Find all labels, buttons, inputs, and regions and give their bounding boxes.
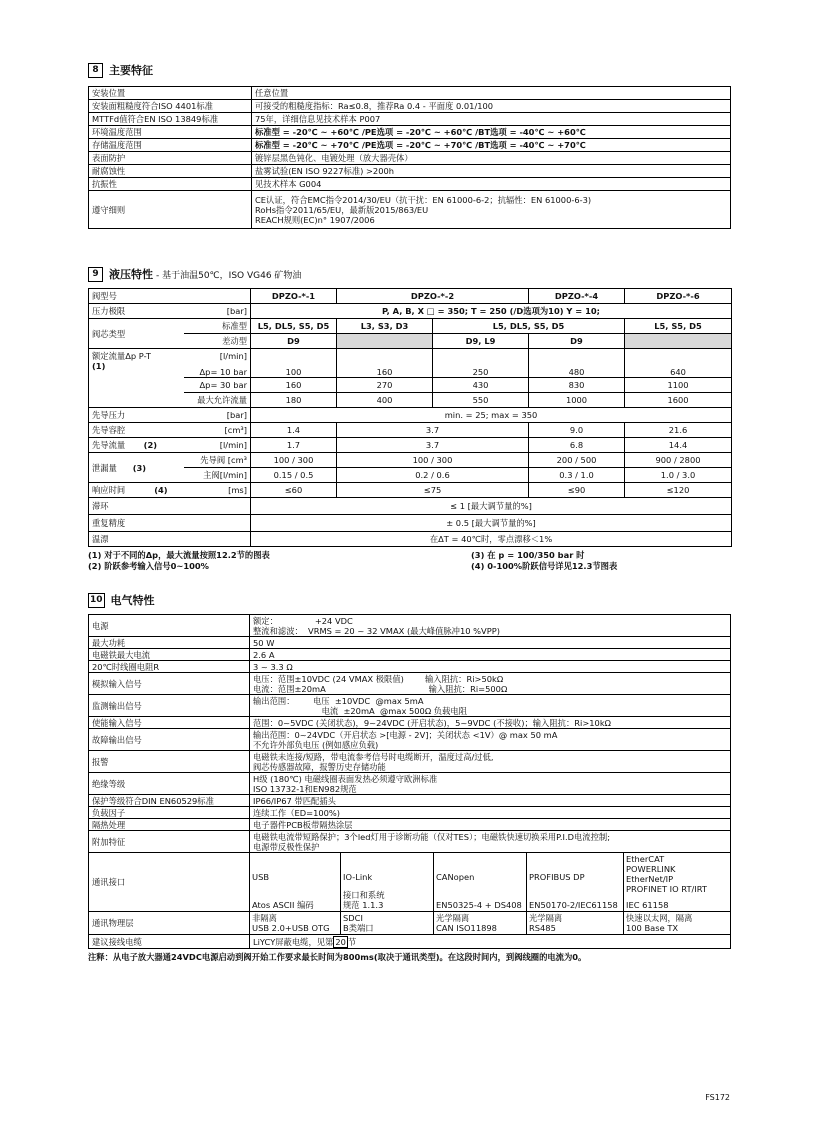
section-heading: 液压特性: [109, 268, 153, 281]
cell: 1.4: [251, 423, 337, 438]
table-row: [89, 751, 731, 773]
cell: 1100: [625, 378, 732, 393]
cell: 200 / 500: [529, 453, 625, 468]
cell: L5, S5, D5: [625, 319, 732, 334]
row-label: [89, 483, 184, 498]
cell: ≤120: [625, 483, 732, 498]
section-heading: 主要特征: [109, 64, 153, 77]
flow-row-label: Δp= 10 bar: [199, 367, 247, 377]
cell: 900 / 2800: [625, 453, 732, 468]
table-row: [89, 87, 731, 100]
row-label: 阀芯类型: [89, 319, 184, 349]
value-line: 电磁铁未连接/短路，带电流参考信号时电缆断开，温度过高/过低,: [253, 751, 494, 762]
cell: 100: [251, 349, 337, 378]
row-sublabel: [184, 468, 251, 483]
comm-spec: Atos ASCII 编码: [252, 900, 314, 910]
cell: 100 / 300: [337, 453, 529, 468]
row-sublabel: 最大允许流量: [184, 393, 251, 408]
value-line: 不允许外部负电压 (例如感应负载): [253, 739, 379, 750]
table-row: [89, 113, 731, 126]
comm-cell: [434, 853, 527, 912]
row-unit: [cm³]: [184, 423, 251, 438]
row-label: 先导压力: [89, 408, 184, 423]
table-row: [89, 498, 732, 515]
document-page: [88, 62, 731, 963]
row-value: [250, 831, 731, 853]
value-line: 电流：范围±20mA 输入阻抗：Ri=500Ω: [253, 683, 508, 694]
table-row: [89, 139, 731, 152]
label-text: 响应时间: [92, 485, 126, 495]
row-label: 建议接线电缆: [89, 935, 250, 949]
label-text: 先导流量: [92, 440, 126, 450]
col-header: DPZO-*-1: [251, 289, 337, 304]
comm-name: EtherCAT POWERLINK EtherNet/IP PROFINET IO RT/IRT: [626, 854, 707, 894]
hydraulic-table: [88, 288, 732, 547]
cell: D9: [529, 334, 625, 349]
table-row: [89, 152, 731, 165]
electrical-footnote: 注释：从电子放大器通24VDC电源启动到阀开始工作要求最长时间为800ms(取决于通讯类型)。在这段时间内，到阀线圈的电流为0。: [88, 952, 587, 962]
row-value: 盐雾试验(EN ISO 9227标准) >200h: [252, 165, 731, 178]
row-label: 模拟输入信号: [89, 673, 250, 695]
cell: ≤60: [251, 483, 337, 498]
row-label: 监测输出信号: [89, 695, 250, 717]
row-value: min. = 25; max = 350: [251, 408, 732, 423]
phys-cell: 非隔离 USB 2.0+USB OTG: [250, 912, 341, 935]
row-value: 标准型 = -20℃ ~ +60℃ /PE选项 = -20℃ ~ +60℃ /BT选项 = -40℃ ~ +60℃: [252, 126, 731, 139]
table-row: [89, 349, 732, 378]
cell: 180: [251, 393, 337, 408]
row-value: [250, 695, 731, 717]
comm-cell: [527, 853, 624, 912]
row-label: 重复精度: [89, 515, 251, 532]
comm-cell: [624, 853, 731, 912]
row-label: 表面防护: [89, 152, 252, 165]
section-number: 8: [88, 63, 103, 78]
cell: 640: [625, 349, 732, 378]
cell: 430: [433, 378, 529, 393]
cable-text: LiYCY屏蔽电缆，见第: [253, 936, 334, 947]
phys-cell: 光学隔离 CAN ISO11898: [434, 912, 527, 935]
row-unit: [ms]: [184, 483, 251, 498]
table-row: [89, 729, 731, 751]
cell: 270: [337, 378, 433, 393]
row-sublabel: [184, 349, 251, 378]
flow-label: 额定流量Δp P-T: [92, 351, 151, 361]
table-row: [89, 100, 731, 113]
section-number: 10: [88, 593, 105, 608]
row-value: 镀锌层黑色钝化、电镀处理（放大器壳体）: [252, 152, 731, 165]
cell: 160: [251, 378, 337, 393]
col-header: DPZO-*-2: [337, 289, 529, 304]
row-value: [250, 615, 731, 637]
table-row: [89, 912, 731, 935]
row-value: [250, 717, 731, 729]
comm-name: USB: [252, 872, 270, 882]
row-label: [89, 438, 184, 453]
table-row: [89, 126, 731, 139]
table-row: [89, 673, 731, 695]
row-sublabel: [184, 453, 251, 468]
row-value: 可接受的粗糙度指标：Ra≤0.8，推荐Ra 0.4 - 平面度 0.01/100: [252, 100, 731, 113]
row-value: [250, 649, 731, 661]
row-value: 75年，详细信息见技术样本 P007: [252, 113, 731, 126]
row-sublabel: 差动型: [184, 334, 251, 349]
row-label: 通讯物理层: [89, 912, 250, 935]
col-header: DPZO-*-6: [625, 289, 732, 304]
row-label: 通讯接口: [89, 853, 250, 912]
row-value: [250, 773, 731, 795]
row-sublabel: Δp= 30 bar: [184, 378, 251, 393]
value-line: 电压：范围±10VDC (24 VMAX 极限值) 输入阻抗：Ri>50kΩ: [253, 673, 504, 684]
cell: ≤90: [529, 483, 625, 498]
value-line: 电流 ±20mA @max 500Ω 负载电阻: [253, 705, 467, 716]
value-line: 电源带反极性保护: [253, 841, 320, 852]
label-text: 泄漏量: [92, 462, 117, 473]
cell-empty: [337, 334, 433, 349]
cell: L5, DL5, S5, D5: [433, 319, 625, 334]
table-row: [89, 178, 731, 191]
row-unit: [bar]: [184, 408, 251, 423]
cell: 6.8: [529, 438, 625, 453]
value-line: 阀芯传感器故障，报警历史存储功能: [253, 761, 386, 772]
cell: L3, S3, D3: [337, 319, 433, 334]
cell: 3.7: [337, 423, 529, 438]
row-value: [250, 729, 731, 751]
value-line: 电子器件PCB板带隔热涂层: [253, 819, 353, 830]
valve-model-label: 阀型号: [89, 289, 251, 304]
cell: 1000: [529, 393, 625, 408]
row-value: [250, 751, 731, 773]
table-row: [89, 717, 731, 729]
row-label: 电源: [89, 615, 250, 637]
row-label: 负载因子: [89, 807, 250, 819]
hydraulic-notes: [88, 550, 731, 572]
row-value: [250, 637, 731, 649]
table-row: [89, 165, 731, 178]
table-row: [89, 532, 732, 547]
row-unit: [l/min]: [184, 438, 251, 453]
row-value: [250, 935, 731, 949]
cell: 0.15 / 0.5: [251, 468, 337, 483]
cell: 0.2 / 0.6: [337, 468, 529, 483]
comm-spec: EN50325-4 + DS408: [436, 900, 522, 910]
value-line: ISO 13732-1和EN982规范: [253, 783, 357, 794]
row-value: P, A, B, X □ = 350; T = 250 (/D选项为10) Y = 10;: [251, 304, 732, 319]
row-label: 滞环: [89, 498, 251, 515]
value-line: 连续工作（ED=100%): [253, 807, 341, 818]
flow-unit: [l/min]: [219, 351, 247, 361]
table-row: [89, 773, 731, 795]
row-label: 使能输入信号: [89, 717, 250, 729]
row-label: [89, 349, 184, 393]
row-label: 保护等级符合DIN EN60529标准: [89, 795, 250, 807]
cell: 9.0: [529, 423, 625, 438]
row-label: [89, 393, 184, 408]
cell: D9: [251, 334, 337, 349]
value-line: 电磁铁电流带短路保护；3个led灯用于诊断功能（仅对TES）；电磁铁快速切换采用P.I.D电流控制;: [253, 831, 610, 842]
cell: 160: [337, 349, 433, 378]
table-row: [89, 831, 731, 853]
comm-cell: [341, 853, 434, 912]
note: (2) 阶跃参考输入信号0~100%: [88, 561, 209, 571]
table-row: [89, 615, 731, 637]
cell: 400: [337, 393, 433, 408]
row-label: 安装面粗糙度符合ISO 4401标准: [89, 100, 252, 113]
table-row: [89, 334, 732, 349]
value-line: 3 ~ 3.3 Ω: [253, 661, 293, 672]
col-header: DPZO-*-4: [529, 289, 625, 304]
row-value: [250, 673, 731, 695]
row-value: ≤ 1 [最大调节量的%]: [251, 498, 732, 515]
cell: 1.0 / 3.0: [625, 468, 732, 483]
cell: 3.7: [337, 438, 529, 453]
row-label: 存储温度范围: [89, 139, 252, 152]
comm-name: IO-Link: [343, 872, 373, 882]
table-row: [89, 819, 731, 831]
electrical-table: [88, 614, 731, 949]
note-ref: (4): [154, 485, 168, 495]
cell: 21.6: [625, 423, 732, 438]
comm-cell: [250, 853, 341, 912]
row-label: 隔热处理: [89, 819, 250, 831]
notes-right: [471, 550, 731, 572]
value-line: 输出范围：0~24VDC（开启状态 >[电源 - 2V]；关闭状态 <1V）@ max 50 mA: [253, 729, 558, 740]
note-ref: (3): [132, 462, 147, 473]
row-label: 安装位置: [89, 87, 252, 100]
comm-name: CANopen: [436, 872, 475, 882]
table-row: [89, 515, 732, 532]
value-line: 整流和滤波： VRMS = 20 ~ 32 VMAX (最大峰值脉冲10 %VPP): [253, 625, 500, 636]
row-label: 温漂: [89, 532, 251, 547]
row-value: [252, 191, 731, 229]
comm-spec: EN50170-2/IEC61158: [529, 900, 618, 910]
value-line: H级 (180℃) 电磁线圈表面发热必须遵守欧洲标准: [253, 773, 438, 784]
label-text: 先导阀: [200, 455, 226, 465]
table-row: [89, 378, 732, 393]
row-value: [250, 807, 731, 819]
table-row: [89, 319, 732, 334]
section-ref: 20: [335, 936, 346, 947]
table-row: [89, 637, 731, 649]
row-label: 20℃时线圈电阻R: [89, 661, 250, 673]
row-value: [250, 661, 731, 673]
row-label: 绝缘等级: [89, 773, 250, 795]
note-ref: (2): [143, 440, 158, 450]
table-row: [89, 795, 731, 807]
row-label: MTTFd值符合EN ISO 13849标准: [89, 113, 252, 126]
cell: ≤75: [337, 483, 529, 498]
row-label: 电磁铁最大电流: [89, 649, 250, 661]
value-line: 输出范围： 电压 ±10VDC @max 5mA: [253, 695, 424, 706]
compliance-line: RoHs指令2011/65/EU，最新版2015/863/EU: [255, 204, 429, 215]
cell: L5, DL5, S5, D5: [251, 319, 337, 334]
row-label: 遵守细则: [89, 191, 252, 229]
table-row: [89, 935, 731, 949]
notes-left: [88, 550, 470, 572]
row-label: 抗振性: [89, 178, 252, 191]
phys-cell: 光学隔离 RS485: [527, 912, 624, 935]
row-value: [250, 819, 731, 831]
note: (3) 在 p = 100/350 bar 时: [471, 550, 585, 560]
table-row: [89, 304, 732, 319]
table-row: [89, 468, 732, 483]
value-line: 额定： +24 VDC: [253, 615, 353, 626]
value-line: 2.6 A: [253, 649, 275, 660]
row-label: 压力极限: [89, 304, 184, 319]
row-label: 先导容腔: [89, 423, 184, 438]
comm-spec: IEC 61158: [626, 900, 669, 910]
page-code: FS172: [705, 1093, 730, 1102]
row-label: [89, 453, 184, 483]
cell: 100 / 300: [251, 453, 337, 468]
row-value: 标准型 = -20℃ ~ +70℃ /PE选项 = -20℃ ~ +70℃ /BT选项 = -40℃ ~ +70℃: [252, 139, 731, 152]
row-label: 报警: [89, 751, 250, 773]
value-line: 50 W: [253, 637, 275, 648]
comm-name: PROFIBUS DP: [529, 872, 585, 882]
table-row: [89, 695, 731, 717]
section-heading: 电气特性: [110, 594, 155, 607]
row-value: 在ΔT = 40℃时，零点漂移＜1%: [251, 532, 732, 547]
main-features-table: [88, 86, 731, 229]
cell: 1600: [625, 393, 732, 408]
table-row: [89, 438, 732, 453]
cell: 830: [529, 378, 625, 393]
cell: 480: [529, 349, 625, 378]
cell: 550: [433, 393, 529, 408]
table-row: [89, 289, 732, 304]
flow-note: (1): [92, 361, 106, 371]
row-label: 附加特征: [89, 831, 250, 853]
row-unit: [bar]: [184, 304, 251, 319]
table-row: [89, 408, 732, 423]
table-row: [89, 807, 731, 819]
cell: D9, L9: [433, 334, 529, 349]
cell: 1.7: [251, 438, 337, 453]
label-text: 主阀: [203, 470, 220, 480]
table-row: [89, 423, 732, 438]
table-row: [89, 853, 731, 912]
table-row: [89, 191, 731, 229]
row-label: 故障输出信号: [89, 729, 250, 751]
row-label: 环境温度范围: [89, 126, 252, 139]
compliance-line: REACH规则(EC)n° 1907/2006: [255, 214, 375, 225]
section-8-title: [88, 62, 731, 78]
row-value: 见技术样本 G004: [252, 178, 731, 191]
value-line: 范围：0~5VDC (关闭状态)，9~24VDC (开启状态)，5~9VDC (不接收)；输入阻抗：Ri>10kΩ: [253, 717, 611, 728]
row-value: ± 0.5 [最大调节量的%]: [251, 515, 732, 532]
table-row: [89, 483, 732, 498]
row-value: [250, 795, 731, 807]
table-row: [89, 453, 732, 468]
section-9-title: [88, 266, 731, 282]
section-number: 9: [88, 267, 103, 282]
cable-suffix: 节: [347, 936, 357, 947]
table-row: [89, 393, 732, 408]
note: (1) 对于不同的Δp，最大流量按照12.2节的图表: [88, 550, 270, 560]
unit-text: [l/min]: [219, 470, 247, 480]
row-sublabel: 标准型: [184, 319, 251, 334]
cell: 14.4: [625, 438, 732, 453]
value-line: IP66/IP67 带匹配插头: [253, 795, 336, 806]
note: (4) 0-100%阶跃信号详见12.3节图表: [471, 561, 618, 571]
section-subtitle: - 基于油温50℃，ISO VG46 矿物油: [156, 270, 302, 281]
row-label: 最大功耗: [89, 637, 250, 649]
cell: 250: [433, 349, 529, 378]
cell: 0.3 / 1.0: [529, 468, 625, 483]
unit-text: [cm³: [227, 455, 247, 465]
table-row: [89, 649, 731, 661]
cell-empty: [625, 334, 732, 349]
section-10-title: [88, 592, 731, 608]
compliance-line: CE认证，符合EMC指令2014/30/EU（抗干扰：EN 61000-6-2；抗辐性：EN 61000-6-3): [255, 194, 592, 205]
phys-cell: SDCI B类端口: [341, 912, 434, 935]
table-row: [89, 661, 731, 673]
row-label: 耐腐蚀性: [89, 165, 252, 178]
row-value: 任意位置: [252, 87, 731, 100]
phys-cell: 快速以太网，隔离 100 Base TX: [624, 912, 731, 935]
comm-spec: 接口和系统 规范 1.1.3: [343, 890, 385, 910]
